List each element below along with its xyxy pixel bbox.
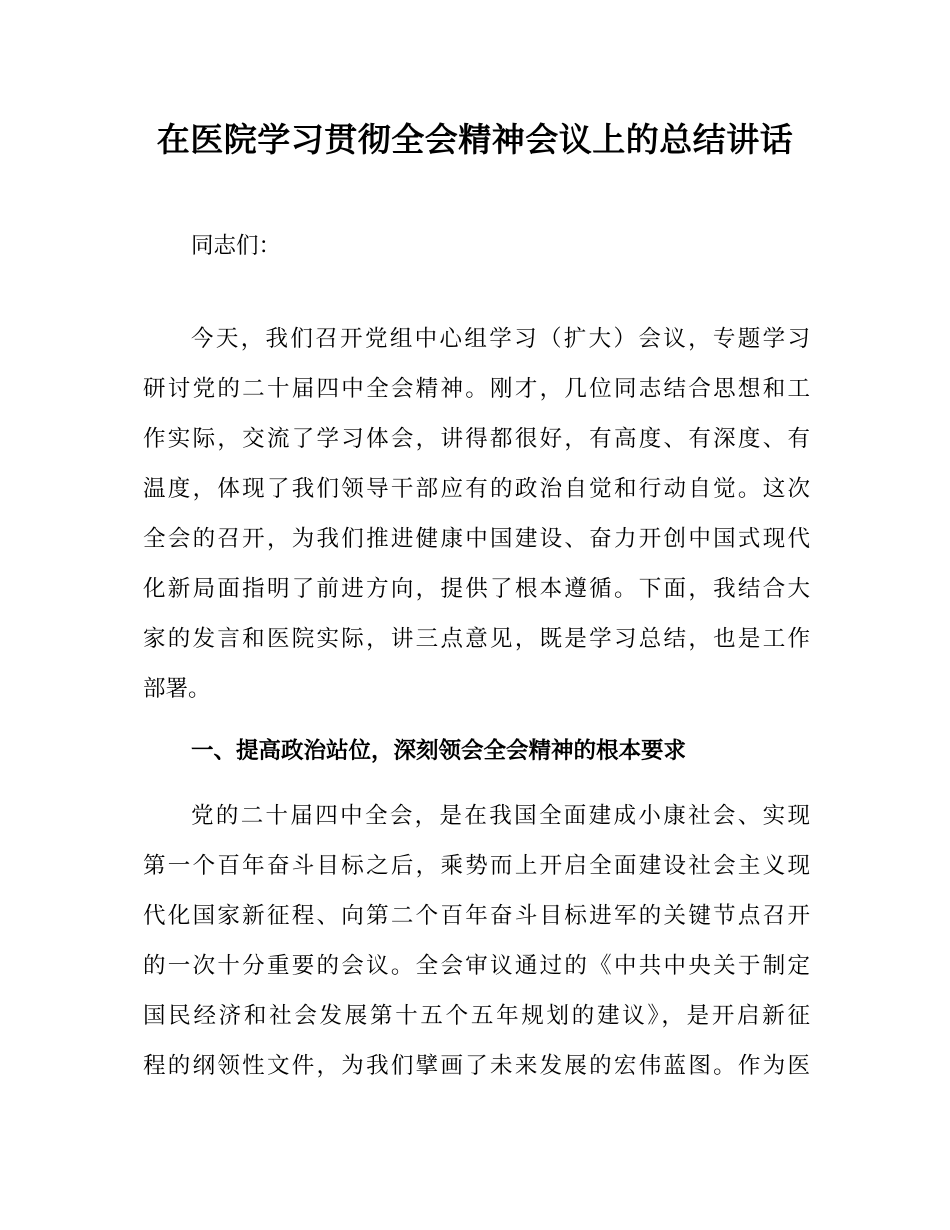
paragraph-line: 第一个百年奋斗目标之后，乘势而上开启全面建设社会主义现 <box>143 853 810 879</box>
paragraph-line: 化新局面指明了前进方向，提供了根本遵循。下面，我结合大 <box>143 576 810 602</box>
salutation: 同志们： <box>191 233 282 259</box>
paragraph-line: 部署。 <box>143 676 211 702</box>
section-heading: 一、提高政治站位，深刻领会全会精神的根本要求 <box>191 738 687 764</box>
paragraph-line: 全会的召开，为我们推进健康中国建设、奋力开创中国式现代 <box>143 526 810 552</box>
paragraph-line: 程的纲领性文件，为我们擘画了未来发展的宏伟蓝图。作为医 <box>143 1053 810 1079</box>
document-title: 在医院学习贯彻全会精神会议上的总结讲话 <box>156 120 794 159</box>
paragraph-line: 研讨党的二十届四中全会精神。刚才，几位同志结合思想和工 <box>143 376 810 402</box>
paragraph-line: 代化国家新征程、向第二个百年奋斗目标进军的关键节点召开 <box>143 903 810 929</box>
paragraph-line: 家的发言和医院实际，讲三点意见，既是学习总结，也是工作 <box>143 626 810 652</box>
paragraph-line: 的一次十分重要的会议。全会审议通过的《中共中央关于制定 <box>143 953 810 979</box>
paragraph-line: 温度，体现了我们领导干部应有的政治自觉和行动自觉。这次 <box>143 476 810 502</box>
paragraph-line: 党的二十届四中全会，是在我国全面建成小康社会、实现 <box>191 803 810 829</box>
paragraph-line: 作实际，交流了学习体会，讲得都很好，有高度、有深度、有 <box>143 426 810 452</box>
paragraph-line: 国民经济和社会发展第十五个五年规划的建议》，是开启新征 <box>143 1003 810 1029</box>
paragraph-line: 今天，我们召开党组中心组学习（扩大）会议，专题学习 <box>191 326 810 352</box>
